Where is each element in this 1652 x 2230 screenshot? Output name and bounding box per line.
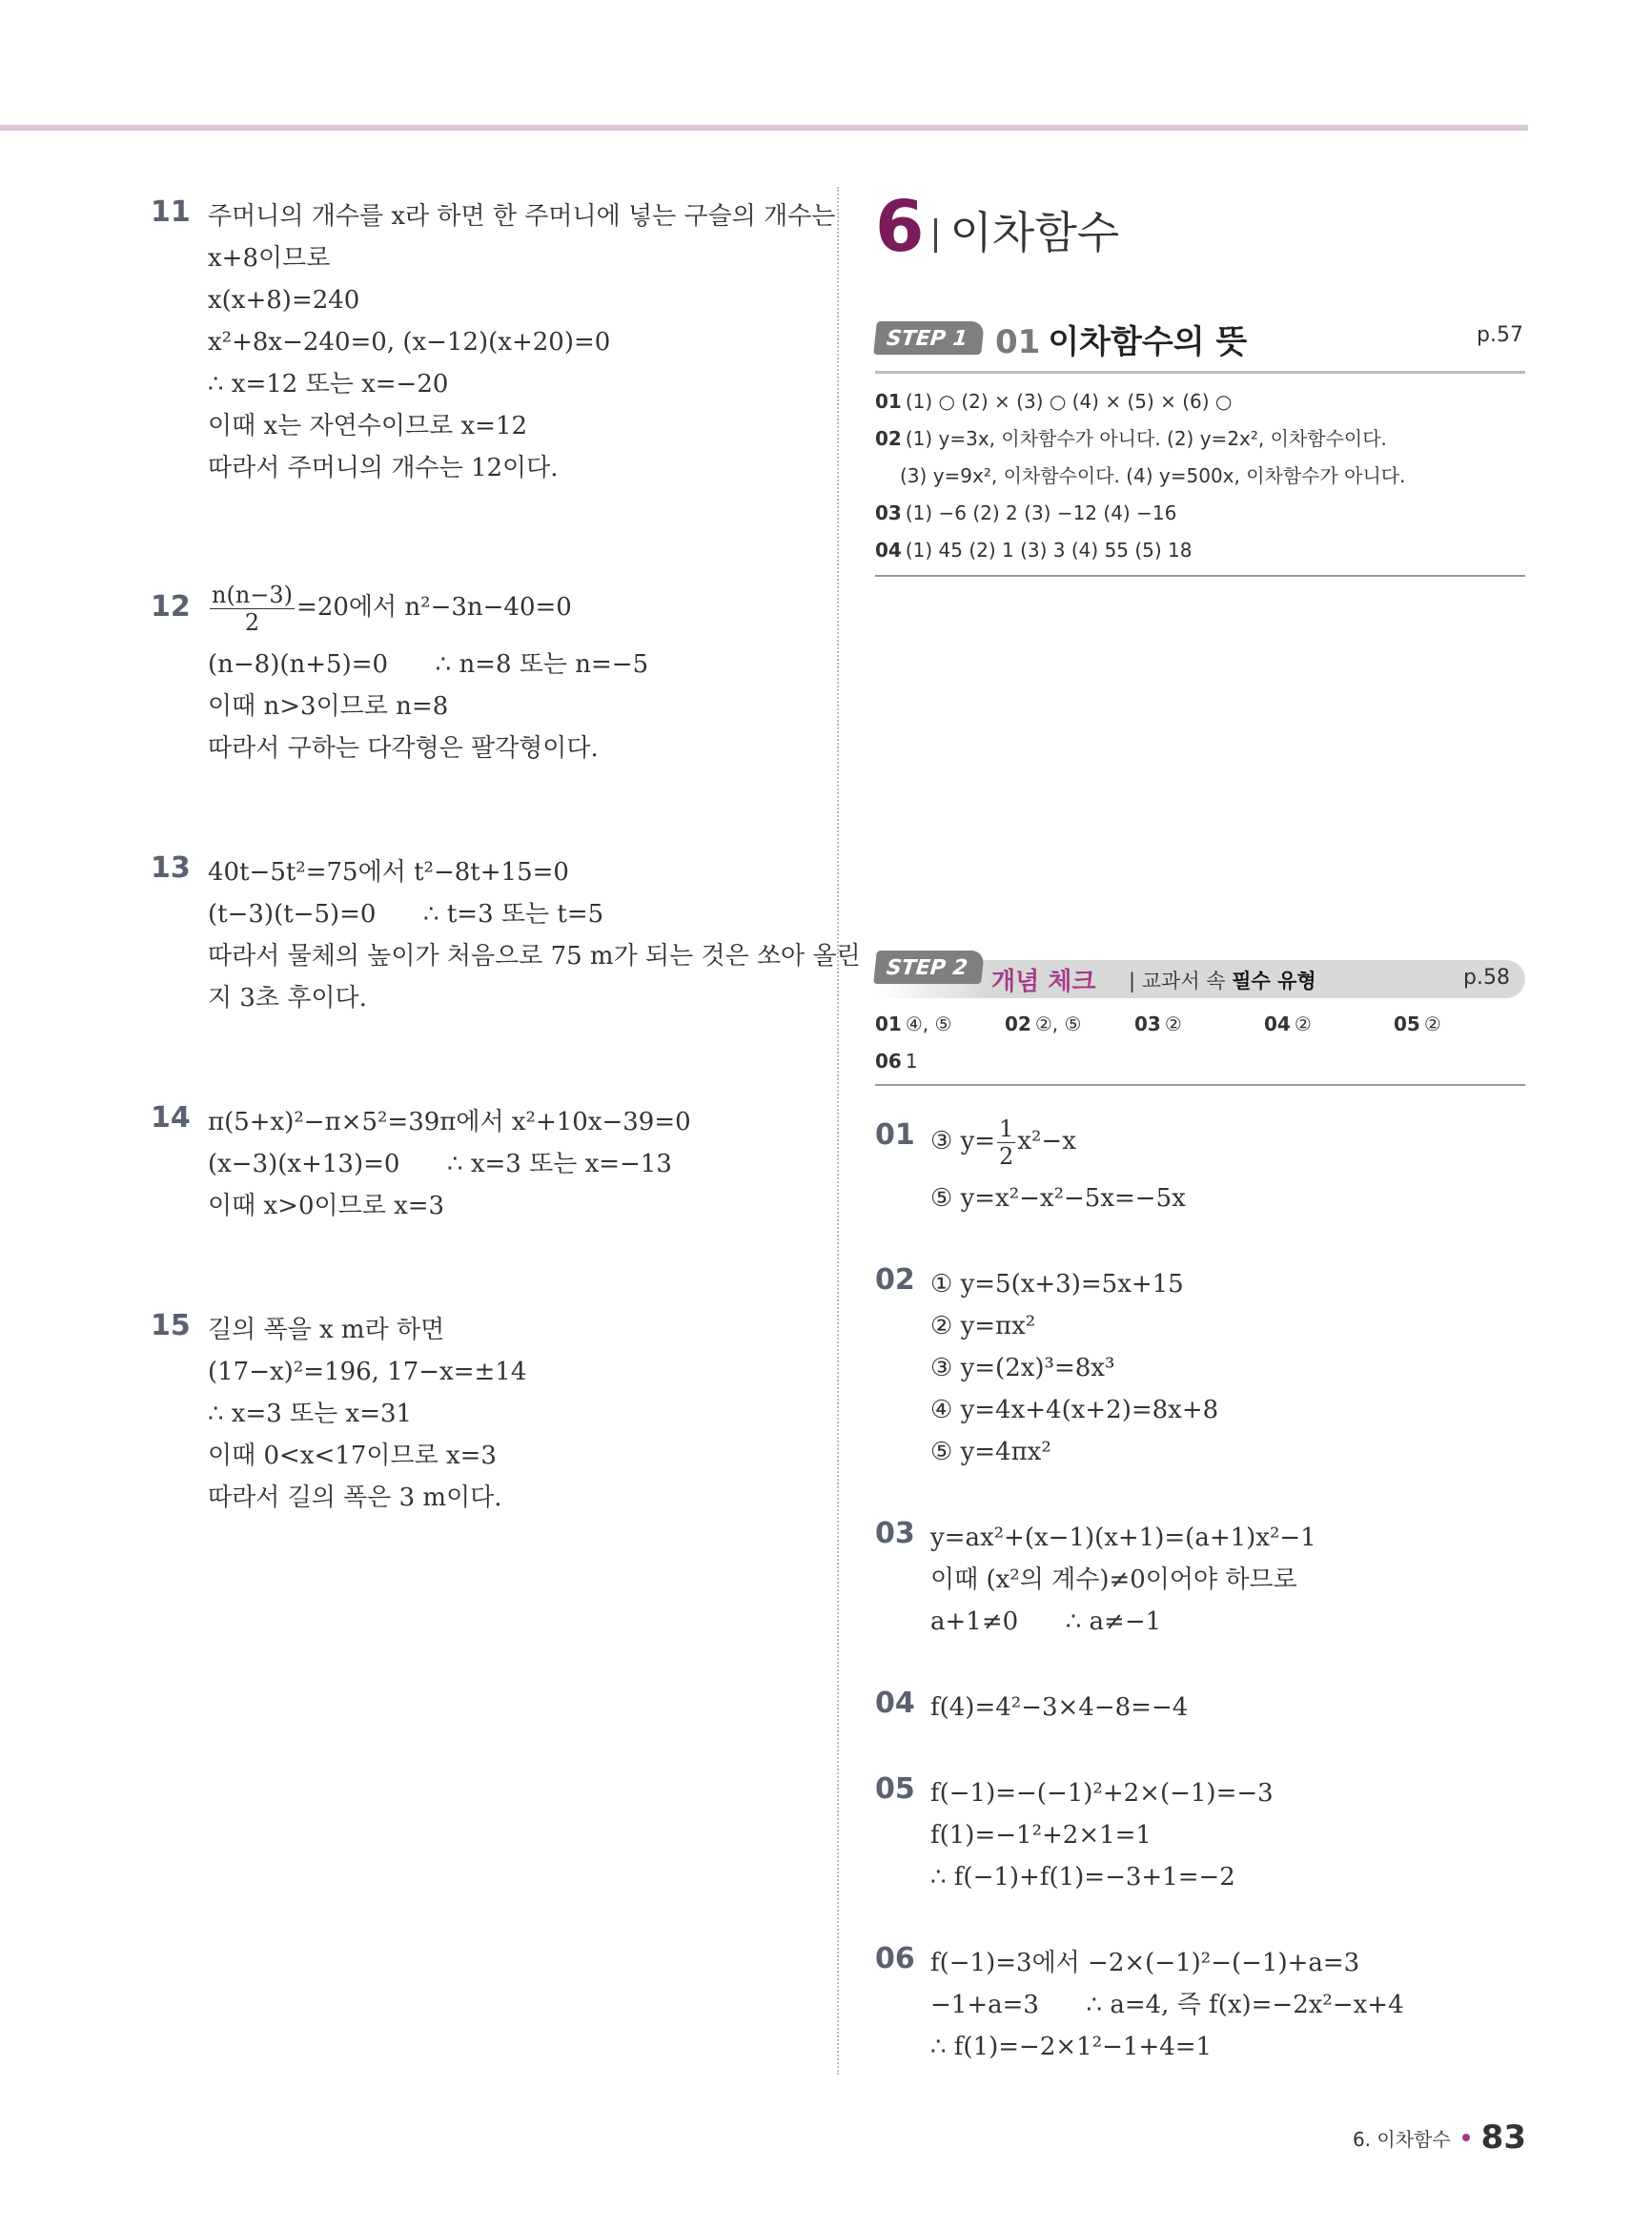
solution-line: (x−3)(x+13)=0 ∴ x=3 또는 x=−13 bbox=[208, 1150, 672, 1178]
problem-number: 03 bbox=[875, 1517, 915, 1550]
problem-03 bbox=[875, 1517, 1525, 1643]
answer-row: 01 (1) ○ (2) × (3) ○ (4) × (5) × (6) ○ bbox=[875, 390, 1233, 413]
fraction: $\frac{n(n-3)}{2}$ bbox=[212, 581, 294, 636]
step2-title: 개념 체크 bbox=[991, 968, 1096, 996]
page-reference: p.57 bbox=[1477, 323, 1523, 347]
solution-line: 길의 폭을 x m라 하면 bbox=[208, 1316, 445, 1344]
left-column bbox=[151, 195, 861, 1519]
answer-row: 02 (1) y=3x, 이차함수가 아니다. (2) y=2x², 이차함수이다. bbox=[875, 427, 1387, 450]
solution-line: ② y=πx² bbox=[930, 1312, 1036, 1340]
problem-number: 15 bbox=[151, 1309, 191, 1342]
solution-line: ∴ x=3 또는 x=31 bbox=[208, 1400, 413, 1428]
solution-line: ① y=5(x+3)=5x+15 bbox=[930, 1270, 1184, 1299]
page-reference: p.58 bbox=[1463, 966, 1510, 990]
problem-14 bbox=[151, 1101, 808, 1227]
footer-chapter: 6. 이차함수 bbox=[1352, 2127, 1451, 2151]
step2-header bbox=[875, 956, 1525, 998]
solution-line: 이때 (x²의 계수)≠0이어야 하므로 bbox=[930, 1565, 1297, 1594]
problem-02 bbox=[875, 1263, 1525, 1473]
step1-title: 01 이차함수의 뜻 bbox=[995, 323, 1248, 361]
page-footer bbox=[1353, 2118, 1526, 2157]
problem-01 bbox=[875, 1105, 1525, 1219]
solution-line: 이때 0<x<17이므로 x=3 bbox=[208, 1442, 497, 1470]
chapter-separator bbox=[934, 218, 937, 253]
solution-line: ∴ f(1)=−2×1²−1+4=1 bbox=[930, 2033, 1213, 2061]
step2-tag: STEP 2 bbox=[873, 951, 985, 984]
chapter-title: 이차함수 bbox=[949, 207, 1120, 258]
solution-line: ∴ x=12 또는 x=−20 bbox=[208, 370, 449, 399]
page-number: 83 bbox=[1480, 2118, 1526, 2157]
column-divider bbox=[837, 187, 839, 2075]
solution-line: f(−1)=3에서 −2×(−1)²−(−1)+a=3 bbox=[930, 1949, 1360, 1977]
solution-line: (n−8)(n+5)=0 ∴ n=8 또는 n=−5 bbox=[208, 650, 649, 679]
fraction: $\frac{1}{2}$ bbox=[999, 1115, 1014, 1170]
solution-line: f(−1)=−(−1)²+2×(−1)=−3 bbox=[930, 1779, 1274, 1808]
problem-06 bbox=[875, 1942, 1525, 2068]
solution-line: f(4)=4²−3×4−8=−4 bbox=[930, 1693, 1189, 1722]
step1-tag: STEP 1 bbox=[873, 321, 985, 355]
answer-row: (3) y=9x², 이차함수이다. (4) y=500x, 이차함수가 아니다. bbox=[900, 464, 1406, 487]
solution-line: a+1≠0 ∴ a≠−1 bbox=[930, 1607, 1162, 1636]
solution-line: 이때 n>3이므로 n=8 bbox=[208, 692, 449, 721]
problem-number: 04 bbox=[875, 1687, 915, 1720]
solution-line: ③ y= $\frac{1}{2}$ x²−x bbox=[930, 1115, 1076, 1170]
problem-04 bbox=[875, 1687, 1525, 1729]
solution-line: 따라서 주머니의 개수는 12이다. bbox=[208, 454, 559, 482]
solution-line: ④ y=4x+4(x+2)=8x+8 bbox=[930, 1396, 1219, 1424]
solution-line: (t−3)(t−5)=0 ∴ t=3 또는 t=5 bbox=[208, 900, 604, 929]
step1-answers bbox=[875, 374, 1525, 577]
solution-line: −1+a=3 ∴ a=4, 즉 f(x)=−2x²−x+4 bbox=[930, 1991, 1404, 2019]
solution-line: 이때 x는 자연수이므로 x=12 bbox=[208, 412, 528, 440]
step1-header bbox=[875, 310, 1525, 374]
answer-row: 04 (1) 45 (2) 1 (3) 3 (4) 55 (5) 18 bbox=[875, 539, 1193, 562]
step2-answers bbox=[875, 998, 1525, 1086]
problem-number: 11 bbox=[151, 195, 191, 229]
step2-subtitle: | 교과서 속 필수 유형 bbox=[1129, 970, 1316, 992]
solution-line: ⑤ y=4πx² bbox=[930, 1438, 1051, 1466]
solution-line: ∴ f(−1)+f(1)=−3+1=−2 bbox=[930, 1863, 1235, 1892]
problem-15 bbox=[151, 1309, 808, 1519]
problem-13 bbox=[151, 851, 861, 1019]
answer-row: 03 (1) −6 (2) 2 (3) −12 (4) −16 bbox=[875, 501, 1177, 524]
solution-line: $\frac{n(n-3)}{2}$ =20에서 n²−3n−40=0 bbox=[212, 581, 572, 636]
solution-line: 따라서 구하는 다각형은 팔각형이다. bbox=[208, 734, 599, 763]
problem-number: 01 bbox=[875, 1118, 915, 1152]
chapter-header bbox=[875, 186, 1525, 268]
solution-line: ⑤ y=x²−x²−5x=−5x bbox=[930, 1184, 1186, 1213]
problem-number: 05 bbox=[875, 1772, 915, 1806]
solution-line: ③ y=(2x)³=8x³ bbox=[930, 1354, 1115, 1382]
bullet-dot bbox=[1462, 2134, 1470, 2141]
solution-line: 주머니의 개수를 x라 하면 한 주머니에 넣는 구슬의 개수는 bbox=[208, 202, 836, 231]
solution-line: f(1)=−1²+2×1=1 bbox=[930, 1821, 1152, 1850]
problem-number: 13 bbox=[151, 851, 191, 885]
problem-number: 14 bbox=[151, 1101, 191, 1135]
solution-line: 40t−5t²=75에서 t²−8t+15=0 bbox=[208, 858, 569, 887]
solution-line: (17−x)²=196, 17−x=±14 bbox=[208, 1358, 527, 1386]
problem-number: 02 bbox=[875, 1263, 915, 1297]
problem-number: 12 bbox=[151, 590, 191, 624]
solution-line: x²+8x−240=0, (x−12)(x+20)=0 bbox=[208, 328, 611, 357]
solution-line: x(x+8)=240 bbox=[208, 286, 360, 315]
answer-row: 01 ④, ⑤ 02 ②, ⑤ 03 ② 04 ② 05 ② bbox=[875, 1013, 1441, 1035]
chapter-number: 6 bbox=[875, 186, 925, 268]
solution-line: π(5+x)²−π×5²=39π에서 x²+10x−39=0 bbox=[208, 1108, 691, 1136]
solution-line: x+8이므로 bbox=[208, 244, 331, 273]
top-rule bbox=[0, 125, 1528, 131]
right-column bbox=[875, 186, 1525, 2068]
solution-line: 이때 x>0이므로 x=3 bbox=[208, 1192, 445, 1220]
solution-line: 따라서 물체의 높이가 처음으로 75 m가 되는 것은 쏘아 올린 bbox=[208, 942, 861, 971]
answer-row: 06 1 bbox=[875, 1050, 918, 1073]
solution-line: 지 3초 후이다. bbox=[208, 984, 367, 1013]
solution-line: 따라서 길의 폭은 3 m이다. bbox=[208, 1483, 502, 1512]
solution-line: y=ax²+(x−1)(x+1)=(a+1)x²−1 bbox=[930, 1524, 1316, 1552]
problem-05 bbox=[875, 1772, 1525, 1898]
problem-11 bbox=[151, 195, 836, 489]
problem-number: 06 bbox=[875, 1942, 915, 1975]
problem-12 bbox=[151, 571, 808, 769]
